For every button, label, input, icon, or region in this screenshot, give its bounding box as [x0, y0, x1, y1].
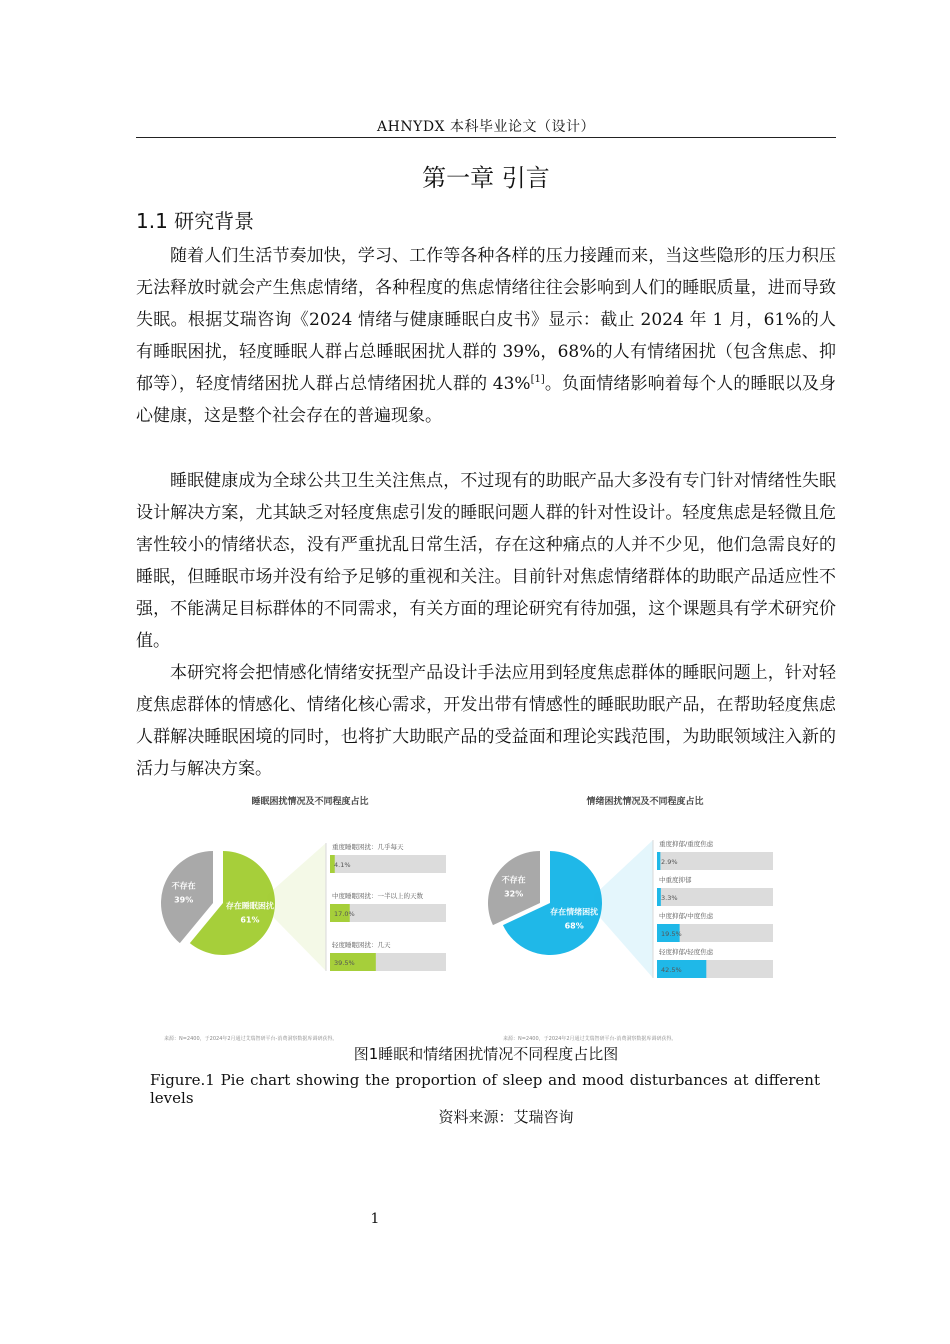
mood-breakdown-value: 3.3% — [661, 894, 678, 902]
mood-breakdown-label: 中重度抑郁 — [659, 876, 692, 884]
chapter-title: 第一章 引言 — [422, 164, 550, 192]
sleep-connector — [267, 843, 326, 971]
figure-caption-cn: 图1睡眠和情绪困扰情况不同程度占比图 — [353, 1045, 619, 1063]
figure-1 — [160, 786, 790, 1048]
sleep-chart-source: 来源：N=2400，于2024年2月通过艾瑞智研平台-消费洞察数据库调研获得。 — [164, 1036, 338, 1042]
mood-breakdown-bar — [657, 852, 660, 870]
paragraph-3: 本研究将会把情感化情绪安抚型产品设计手法应用到轻度焦虑群体的睡眠问题上，针对轻度焦虑群体的情感化、情绪化核心需求，开发出带有情感性的睡眠助眠产品，在帮助轻度焦虑人群解决睡眠困境的同时，也将扩大助眠产品的受益面和理论实践范围，为助眠领域注入新的活力与解决方案。 — [136, 663, 836, 779]
sleep-breakdown-value: 4.1% — [334, 861, 351, 869]
paragraph-1-text: 随着人们生活节奏加快，学习、工作等各种各样的压力接踵而来，当这些隐形的压力积压无法释放时就会产生焦虑情绪，各种程度的焦虑情绪往往会影响到人们的睡眠质量，进而导致失眠。根据艾瑞咨询《2024 情绪与健康睡眠白皮书》显示：截止 2024 年 1 月，61%的人有睡眠困扰，轻度睡眠人群占总睡眠困扰人群的 39%，68%的人有情绪困扰（包含焦虑、抑郁等），轻度情绪困扰人群占总情绪困扰人群的 43% — [136, 246, 836, 394]
mood-pie-value-main: 68% — [564, 921, 584, 931]
page-number: 1 — [370, 1211, 380, 1227]
figure-source: 资料来源：艾瑞咨询 — [438, 1108, 574, 1126]
mood-breakdown-value: 42.5% — [661, 966, 682, 974]
paragraph-1-tail: 。负面情绪影响着每个人的睡眠以及身心健康，这是整个社会存在的普遍现象。 — [136, 374, 836, 426]
sleep-pie-label-rest: 不存在 — [171, 881, 196, 891]
mood-connector — [594, 840, 653, 978]
citation-ref[interactable]: [1] — [530, 374, 545, 385]
mood-breakdown-value: 19.5% — [661, 930, 682, 938]
mood-breakdown-value: 2.9% — [661, 858, 678, 866]
section-title: 1.1 研究背景 — [136, 209, 255, 233]
sleep-breakdown-value: 17.0% — [334, 910, 355, 918]
mood-pie-label-rest: 不存在 — [501, 875, 526, 885]
sleep-pie-label-main: 存在睡眠困扰 — [225, 901, 274, 911]
mood-breakdown-label: 中度抑郁/中度焦虑 — [659, 912, 714, 920]
figure-caption-en: Figure.1 Pie chart showing the proportion of sleep and mood disturbances at different levels — [150, 1071, 820, 1107]
sleep-pie-value-rest: 39% — [174, 895, 194, 905]
sleep-breakdown-label: 重度睡眠困扰：几乎每天 — [332, 843, 404, 851]
mood-chart-source: 来源：N=2400，于2024年2月通过艾瑞智研平台-消费洞察数据库调研获得。 — [503, 1036, 677, 1042]
sleep-breakdown-value: 39.5% — [334, 959, 355, 967]
mood-pie-label-main: 存在情绪困扰 — [550, 907, 599, 917]
sleep-breakdown-label: 轻度睡眠困扰：几天 — [332, 941, 391, 949]
paragraph-1 — [136, 240, 836, 432]
mood-breakdown-label: 重度抑郁/重度焦虑 — [659, 840, 714, 848]
mood-chart-title: 情绪困扰情况及不同程度占比 — [586, 797, 704, 807]
sleep-chart-title: 睡眠困扰情况及不同程度占比 — [251, 797, 369, 807]
sleep-pie-value-main: 61% — [240, 915, 260, 925]
mood-pie-value-rest: 32% — [504, 889, 524, 899]
sleep-breakdown-label: 中度睡眠困扰：一半以上的天数 — [332, 892, 423, 900]
running-header: AHNYDX 本科毕业论文（设计） — [377, 119, 595, 135]
header-rule — [136, 137, 836, 138]
mood-breakdown-label: 轻度抑郁/轻度焦虑 — [659, 948, 714, 956]
paragraph-2: 睡眠健康成为全球公共卫生关注焦点，不过现有的助眠产品大多没有专门针对情绪性失眠设计解决方案，尤其缺乏对轻度焦虑引发的睡眠问题人群的针对性设计。轻度焦虑是轻微且危害性较小的情绪状态，没有严重扰乱日常生活，存在这种痛点的人并不少见，他们急需良好的睡眠，但睡眠市场并没有给予足够的重视和关注。目前针对焦虑情绪群体的助眠产品适应性不强，不能满足目标群体的不同需求，有关方面的理论研究有待加强，这个课题具有学术研究价值。 — [136, 471, 836, 651]
figure-charts — [160, 786, 790, 1048]
